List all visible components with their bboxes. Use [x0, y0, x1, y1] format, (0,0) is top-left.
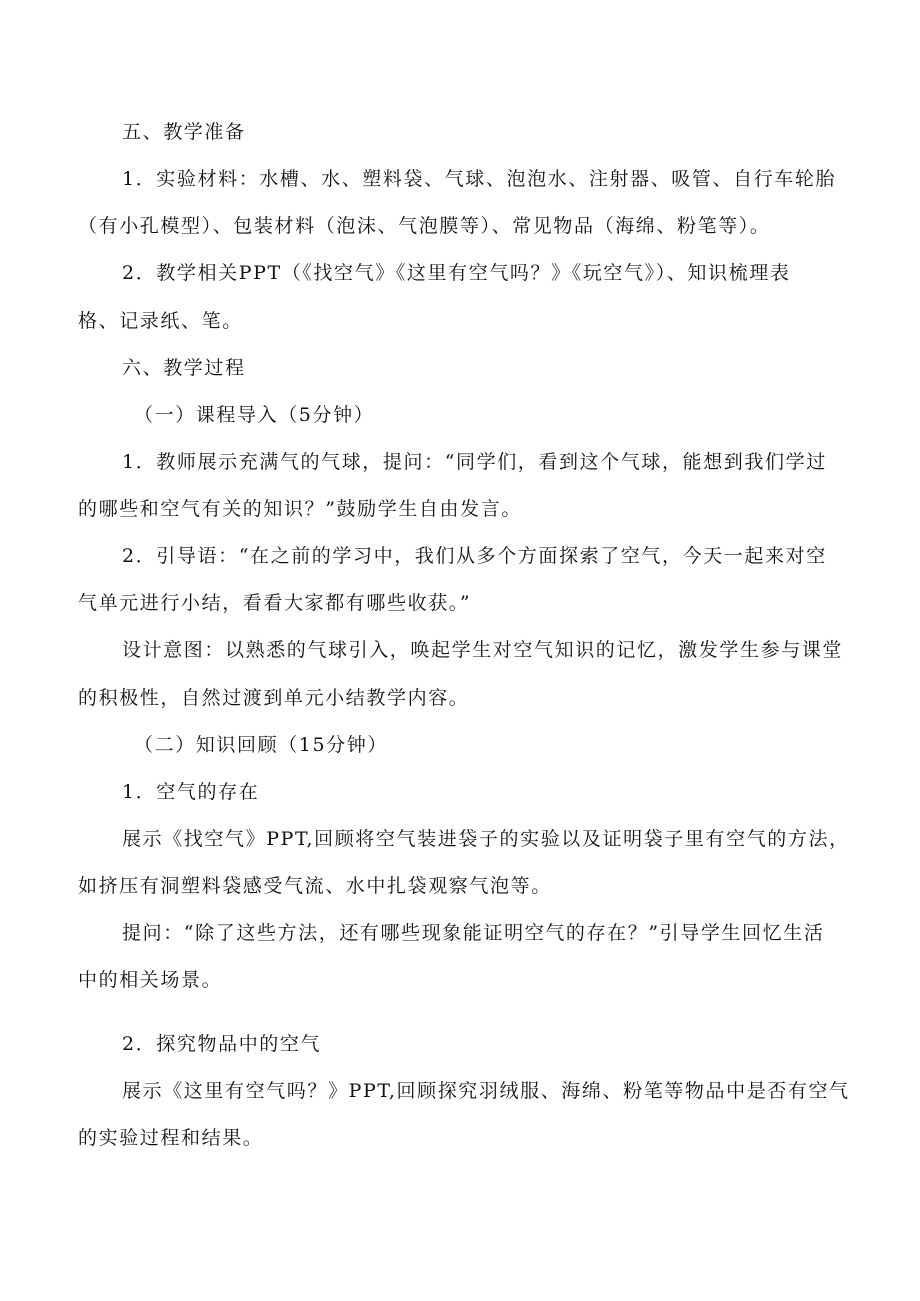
subsection-heading-review: （二）知识回顾（15分钟）: [134, 734, 388, 756]
prep-item-1-line-1: 1．实验材料：水槽、水、塑料袋、气球、泡泡水、注射器、吸管、自行车轮胎: [122, 168, 837, 190]
review-item-2-title: 2．探究物品中的空气: [122, 1033, 322, 1055]
intro-item-2-line-1: 2．引导语：“在之前的学习中，我们从多个方面探索了空气，今天一起来对空: [122, 545, 827, 567]
subsection-heading-intro: （一）课程导入（5分钟）: [134, 404, 375, 426]
review-item-1-question-line-1: 提问：“除了这些方法，还有哪些现象能证明空气的存在？”引导学生回忆生活: [122, 922, 825, 944]
review-item-1-question-line-2: 中的相关场景。: [78, 969, 223, 991]
review-item-1-text-line-1: 展示《找空气》PPT,回顾将空气装进袋子的实验以及证明袋子里有空气的方法，: [122, 828, 850, 850]
intro-item-1-line-2: 的哪些和空气有关的知识？”鼓励学生自由发言。: [78, 498, 522, 520]
prep-item-2-line-2: 格、记录纸、笔。: [78, 310, 243, 332]
review-item-2-text-line-1: 展示《这里有空气吗？》PPT,回顾探究羽绒服、海绵、粉笔等物品中是否有空气: [122, 1080, 850, 1102]
review-item-1-text-line-2: 如挤压有洞塑料袋感受气流、水中扎袋观察气泡等。: [78, 875, 552, 897]
review-item-2-text-line-2: 的实验过程和结果。: [78, 1127, 264, 1149]
review-item-1-title: 1．空气的存在: [122, 781, 260, 803]
design-intent-line-1: 设计意图：以熟悉的气球引入，唤起学生对空气知识的记忆，激发学生参与课堂: [122, 639, 844, 661]
section-heading-preparation: 五、教学准备: [122, 121, 246, 143]
prep-item-2-line-1: 2．教学相关PPT（《找空气》《这里有空气吗？》《玩空气》）、知识梳理表: [122, 262, 791, 284]
design-intent-line-2: 的积极性，自然过渡到单元小结教学内容。: [78, 687, 470, 709]
prep-item-1-line-2: （有小孔模型）、包装材料（泡沫、气泡膜等）、常见物品（海绵、粉笔等）。: [78, 215, 771, 237]
section-heading-process: 六、教学过程: [122, 357, 246, 379]
intro-item-1-line-1: 1．教师展示充满气的气球，提问：“同学们，看到这个气球，能想到我们学过: [122, 451, 827, 473]
intro-item-2-line-2: 气单元进行小结，看看大家都有哪些收获。”: [78, 592, 472, 614]
